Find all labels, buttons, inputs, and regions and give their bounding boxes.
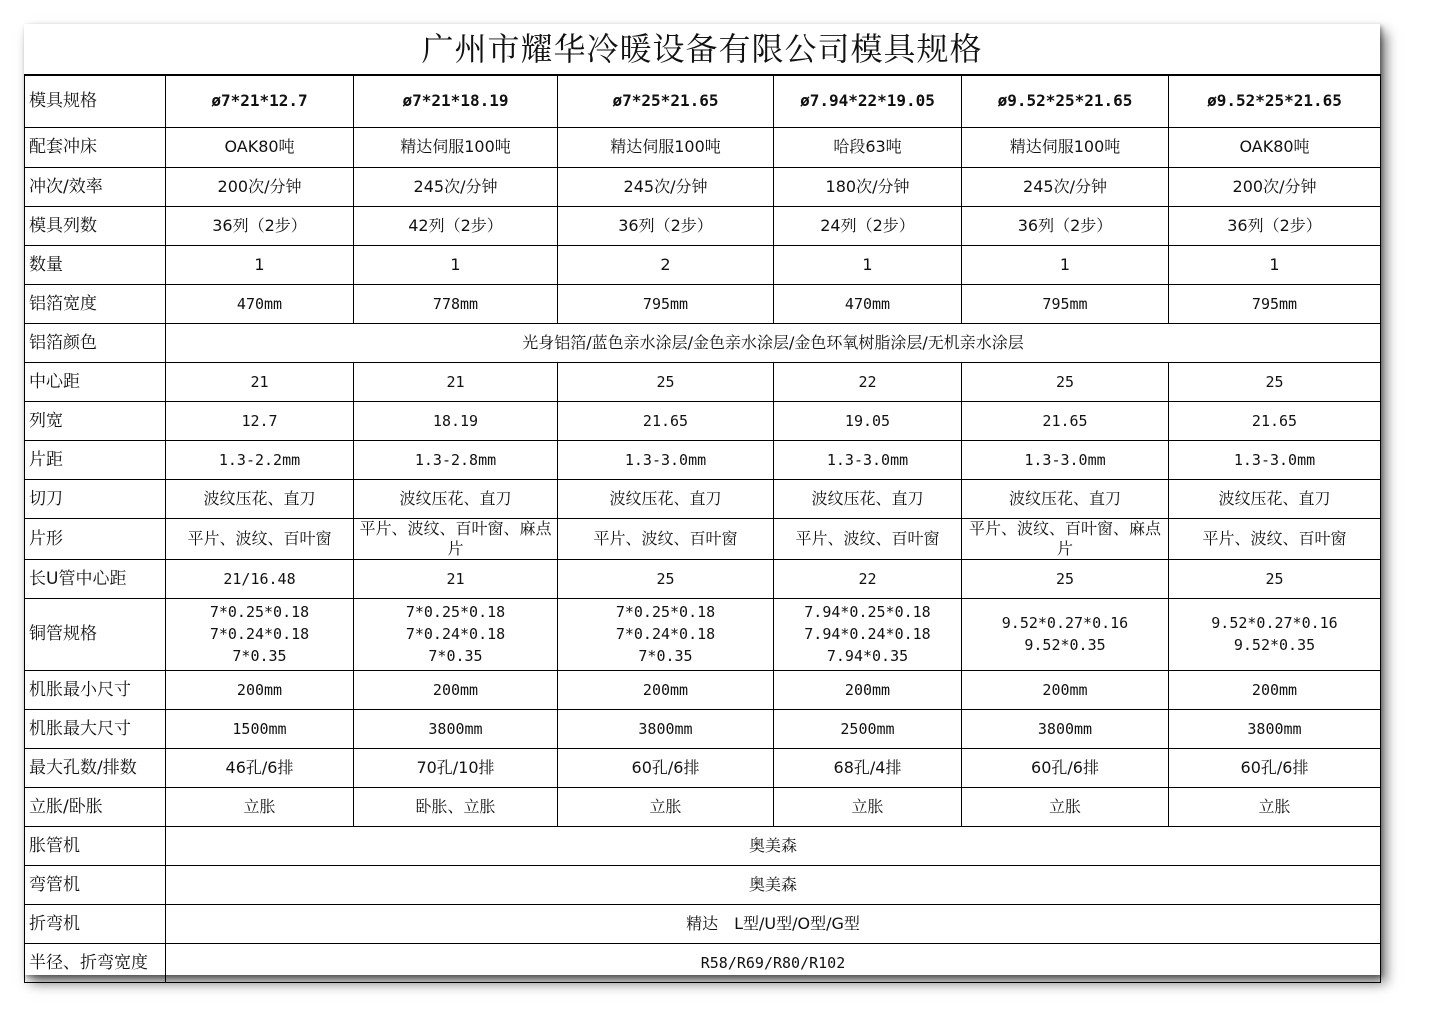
table-cell: 立胀: [166, 787, 354, 826]
table-cell: ø7*21*12.7: [166, 75, 354, 127]
table-row: [25, 75, 1381, 127]
table-cell: 2: [558, 245, 774, 284]
cell-line: 7*0.35: [638, 647, 693, 665]
table-cell: 21.65: [1169, 401, 1381, 440]
cell-line: 7*0.35: [428, 647, 483, 665]
table-cell: 平片、波纹、百叶窗: [774, 518, 962, 559]
table-row: [25, 362, 1381, 401]
table-cell: 1: [354, 245, 558, 284]
merged-cell: 奥美森: [166, 826, 1381, 865]
table-cell: 70孔/10排: [354, 748, 558, 787]
table-row: [25, 479, 1381, 518]
cell-line: 7*0.25*0.18: [615, 603, 716, 621]
table-cell: 1.3-2.8mm: [354, 440, 558, 479]
table-cell: 200mm: [1169, 670, 1381, 709]
row-label: 片形: [25, 518, 166, 559]
table-cell: [1169, 598, 1381, 670]
row-label: 折弯机: [25, 904, 166, 943]
table-cell: 3800mm: [962, 709, 1169, 748]
cell-line: 7*0.24*0.18: [615, 625, 716, 643]
table-cell: 46孔/6排: [166, 748, 354, 787]
row-label: 中心距: [25, 362, 166, 401]
table-cell: 立胀: [1169, 787, 1381, 826]
table-row: [25, 709, 1381, 748]
table-cell: ø9.52*25*21.65: [962, 75, 1169, 127]
table-cell: 1: [166, 245, 354, 284]
row-label: 模具列数: [25, 206, 166, 245]
table-cell: 21.65: [558, 401, 774, 440]
spec-sheet: [24, 24, 1380, 975]
table-cell: 22: [774, 362, 962, 401]
table-cell: 波纹压花、直刀: [166, 479, 354, 518]
table-row: [25, 748, 1381, 787]
cell-line: 9.52*0.27*0.16: [1001, 614, 1129, 632]
table-cell: 3800mm: [354, 709, 558, 748]
table-cell: 245次/分钟: [354, 167, 558, 206]
table-cell: 1: [962, 245, 1169, 284]
table-row: [25, 826, 1381, 865]
table-cell: 245次/分钟: [962, 167, 1169, 206]
spec-table: [24, 74, 1381, 983]
table-cell: 1.3-3.0mm: [1169, 440, 1381, 479]
table-cell: [558, 598, 774, 670]
table-cell: 22: [774, 559, 962, 598]
row-label: 片距: [25, 440, 166, 479]
table-cell: 200mm: [354, 670, 558, 709]
table-cell: 精达伺服100吨: [962, 127, 1169, 167]
table-cell: 1.3-2.2mm: [166, 440, 354, 479]
table-cell: ø9.52*25*21.65: [1169, 75, 1381, 127]
table-cell: 18.19: [354, 401, 558, 440]
row-label: 弯管机: [25, 865, 166, 904]
row-label: 铜管规格: [25, 598, 166, 670]
table-row: [25, 323, 1381, 362]
table-cell: 42列（2步）: [354, 206, 558, 245]
table-cell: 21.65: [962, 401, 1169, 440]
table-cell: 36列（2步）: [962, 206, 1169, 245]
row-label: 机胀最大尺寸: [25, 709, 166, 748]
row-label: 列宽: [25, 401, 166, 440]
table-cell: OAK80吨: [1169, 127, 1381, 167]
row-label: 冲次/效率: [25, 167, 166, 206]
table-cell: 1: [1169, 245, 1381, 284]
cell-line: 7*0.25*0.18: [405, 603, 506, 621]
table-row: [25, 559, 1381, 598]
row-label: 长U管中心距: [25, 559, 166, 598]
table-cell: 60孔/6排: [558, 748, 774, 787]
row-label: 最大孔数/排数: [25, 748, 166, 787]
sheet-title: 广州市耀华冷暖设备有限公司模具规格: [421, 30, 983, 68]
table-row: [25, 167, 1381, 206]
table-cell: 波纹压花、直刀: [1169, 479, 1381, 518]
table-cell: 波纹压花、直刀: [962, 479, 1169, 518]
table-cell: 180次/分钟: [774, 167, 962, 206]
table-cell: 25: [558, 362, 774, 401]
table-cell: 21: [354, 559, 558, 598]
table-cell: 200次/分钟: [1169, 167, 1381, 206]
table-cell: 波纹压花、直刀: [354, 479, 558, 518]
merged-cell: 光身铝箔/蓝色亲水涂层/金色亲水涂层/金色环氧树脂涂层/无机亲水涂层: [166, 323, 1381, 362]
table-cell: 21: [166, 362, 354, 401]
table-cell: 平片、波纹、百叶窗: [166, 518, 354, 559]
table-cell: 470mm: [166, 284, 354, 323]
table-cell: 36列（2步）: [1169, 206, 1381, 245]
table-cell: ø7.94*22*19.05: [774, 75, 962, 127]
table-cell: 60孔/6排: [962, 748, 1169, 787]
table-cell: OAK80吨: [166, 127, 354, 167]
table-cell: 1.3-3.0mm: [558, 440, 774, 479]
merged-cell: 奥美森: [166, 865, 1381, 904]
table-cell: 36列（2步）: [558, 206, 774, 245]
table-cell: 2500mm: [774, 709, 962, 748]
cell-line: 7*0.24*0.18: [405, 625, 506, 643]
table-cell: 200次/分钟: [166, 167, 354, 206]
table-cell: 3800mm: [558, 709, 774, 748]
table-cell: 200mm: [558, 670, 774, 709]
table-cell: 3800mm: [1169, 709, 1381, 748]
table-cell: 60孔/6排: [1169, 748, 1381, 787]
cell-line: 9.52*0.35: [1024, 636, 1106, 654]
table-cell: 立胀: [774, 787, 962, 826]
table-cell: ø7*25*21.65: [558, 75, 774, 127]
cell-line: 7*0.24*0.18: [209, 625, 310, 643]
table-cell: 1.3-3.0mm: [962, 440, 1169, 479]
table-cell: [962, 598, 1169, 670]
table-cell: 36列（2步）: [166, 206, 354, 245]
table-cell: 1500mm: [166, 709, 354, 748]
table-cell: 200mm: [166, 670, 354, 709]
table-cell: 精达伺服100吨: [354, 127, 558, 167]
table-cell: 795mm: [558, 284, 774, 323]
table-cell: 卧胀、立胀: [354, 787, 558, 826]
table-row: [25, 284, 1381, 323]
table-cell: 哈段63吨: [774, 127, 962, 167]
table-row: [25, 865, 1381, 904]
cell-line: 7.94*0.35: [826, 647, 909, 665]
row-label: 铝箔颜色: [25, 323, 166, 362]
cell-line: 9.52*0.27*0.16: [1211, 614, 1338, 632]
row-label: 铝箔宽度: [25, 284, 166, 323]
table-row: [25, 401, 1381, 440]
table-cell: 波纹压花、直刀: [558, 479, 774, 518]
table-cell: 25: [1169, 559, 1381, 598]
row-label: 数量: [25, 245, 166, 284]
table-cell: 200mm: [962, 670, 1169, 709]
table-cell: 21/16.48: [166, 559, 354, 598]
table-cell: 21: [354, 362, 558, 401]
merged-cell: R58/R69/R80/R102: [166, 943, 1381, 982]
row-label: 胀管机: [25, 826, 166, 865]
merged-cell: 精达 L型/U型/O型/G型: [166, 904, 1381, 943]
table-cell: 778mm: [354, 284, 558, 323]
table-row: [25, 440, 1381, 479]
table-cell: 25: [1169, 362, 1381, 401]
table-row: [25, 518, 1381, 559]
table-cell: 精达伺服100吨: [558, 127, 774, 167]
table-cell: 795mm: [1169, 284, 1381, 323]
table-cell: 波纹压花、直刀: [774, 479, 962, 518]
table-cell: 19.05: [774, 401, 962, 440]
table-cell: 200mm: [774, 670, 962, 709]
table-cell: 1: [774, 245, 962, 284]
cell-line: 9.52*0.35: [1233, 636, 1316, 654]
table-cell: 平片、波纹、百叶窗、麻点片: [354, 518, 558, 559]
table-cell: 24列（2步）: [774, 206, 962, 245]
row-label: 切刀: [25, 479, 166, 518]
table-row: [25, 943, 1381, 982]
cell-line: 7.94*0.25*0.18: [804, 603, 931, 621]
cell-line: 7.94*0.24*0.18: [804, 625, 931, 643]
table-cell: 68孔/4排: [774, 748, 962, 787]
table-row: [25, 206, 1381, 245]
table-cell: 25: [962, 362, 1169, 401]
table-row: [25, 787, 1381, 826]
table-row: [25, 670, 1381, 709]
table-cell: 平片、波纹、百叶窗: [558, 518, 774, 559]
table-row: [25, 598, 1381, 670]
table-cell: 25: [558, 559, 774, 598]
table-cell: 12.7: [166, 401, 354, 440]
table-cell: 平片、波纹、百叶窗、麻点片: [962, 518, 1169, 559]
cell-line: 7*0.35: [232, 647, 287, 665]
table-cell: 立胀: [962, 787, 1169, 826]
table-cell: 25: [962, 559, 1169, 598]
table-cell: 245次/分钟: [558, 167, 774, 206]
cell-line: 7*0.25*0.18: [209, 603, 310, 621]
table-cell: 1.3-3.0mm: [774, 440, 962, 479]
table-row: [25, 904, 1381, 943]
table-cell: [774, 598, 962, 670]
table-row: [25, 245, 1381, 284]
table-cell: 795mm: [962, 284, 1169, 323]
row-label: 模具规格: [25, 75, 166, 127]
table-row: [25, 127, 1381, 167]
table-cell: 立胀: [558, 787, 774, 826]
table-cell: [166, 598, 354, 670]
table-cell: [354, 598, 558, 670]
row-label: 机胀最小尺寸: [25, 670, 166, 709]
table-cell: ø7*21*18.19: [354, 75, 558, 127]
table-cell: 470mm: [774, 284, 962, 323]
row-label: 配套冲床: [25, 127, 166, 167]
table-cell: 平片、波纹、百叶窗: [1169, 518, 1381, 559]
row-label: 立胀/卧胀: [25, 787, 166, 826]
row-label: 半径、折弯宽度: [25, 943, 166, 982]
